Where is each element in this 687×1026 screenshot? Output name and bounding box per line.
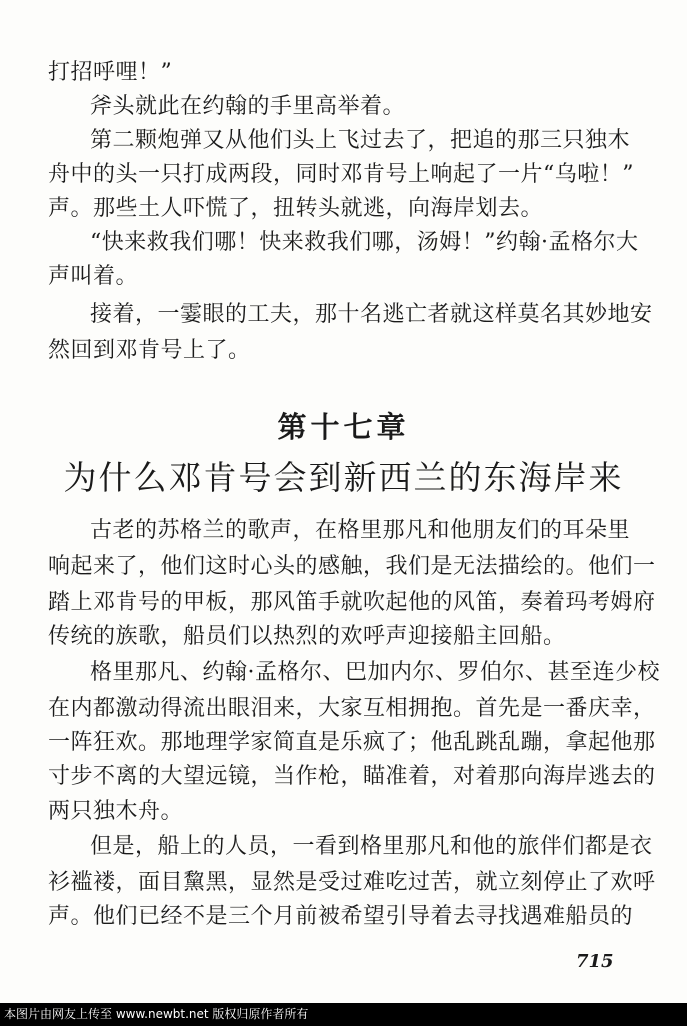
text-line: 格里那凡、约翰·孟格尔、巴加内尔、罗伯尔、甚至连少校 [90,660,660,685]
text-line: 在内都激动得流出眼泪来，大家互相拥抱。首先是一番庆幸， [48,696,656,721]
text-line: 第二颗炮弹又从他们头上飞过去了，把追的那三只独木 [90,128,631,153]
watermark-bar: 本图片由网友上传至 www.newbt.net 版权归原作者所有 [0,1003,687,1026]
text-line: “快来救我们哪！快来救我们哪，汤姆！”约翰·孟格尔大 [90,230,639,255]
text-line: 衫褴褛，面目黧黑，显然是受过难吃过苦，就立刻停止了欢呼 [48,870,656,895]
chapter-title: 为什么邓肯号会到新西兰的东海岸来 [63,458,624,497]
text-line: 响起来了，他们这时心头的感触，我们是无法描绘的。他们一 [48,554,656,579]
text-line: 然回到邓肯号上了。 [48,338,251,363]
text-line: 古老的苏格兰的歌声，在格里那凡和他朋友们的耳朵里 [90,518,631,543]
text-line: 声。那些土人吓慌了，扭转头就逃，向海岸划去。 [48,196,544,221]
text-line: 传统的族歌，船员们以热烈的欢呼声迎接船主回船。 [48,624,566,649]
page-number: 715 [576,951,614,972]
chapter-number: 第十七章 [277,410,410,444]
text-line: 声。他们已经不是三个月前被希望引导着去寻找遇难船员的 [48,904,634,929]
text-line: 舟中的头一只打成两段，同时邓肯号上响起了一片“乌啦！” [48,162,634,187]
text-line: 打招呼哩！” [48,60,173,85]
text-line: 声叫着。 [48,264,139,289]
text-line: 踏上邓肯号的甲板，那风笛手就吹起他的风笛，奏着玛考姆府 [48,590,656,615]
text-line: 一阵狂欢。那地理学家简直是乐疯了；他乱跳乱蹦，拿起他那 [48,730,656,755]
text-line: 接着，一霎眼的工夫，那十名逃亡者就这样莫名其妙地安 [90,302,653,327]
text-line: 两只独木舟。 [48,799,184,824]
text-line: 寸步不离的大望远镜，当作枪，瞄准着，对着那向海岸逃去的 [48,764,656,789]
text-line: 斧头就此在约翰的手里高举着。 [90,94,406,119]
text-line: 但是，船上的人员，一看到格里那凡和他的旅伴们都是衣 [90,834,653,859]
